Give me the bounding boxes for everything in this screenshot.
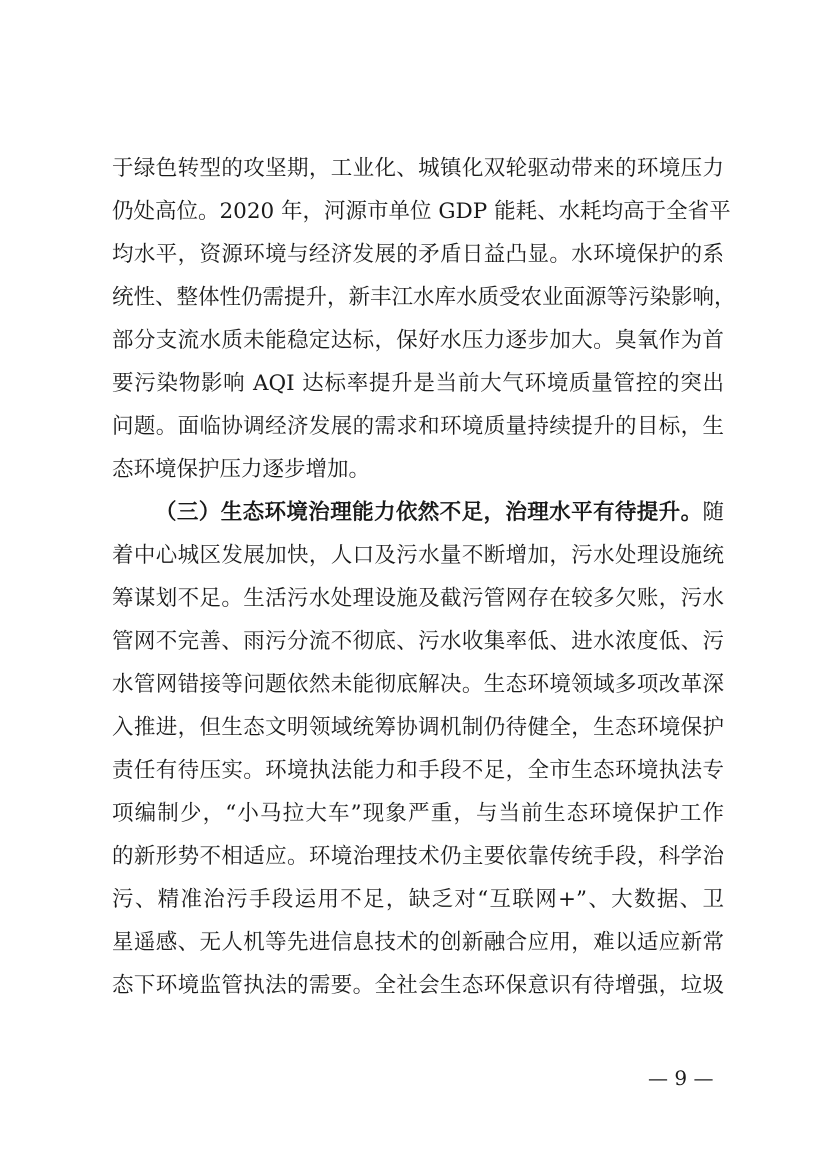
body-text-fragment: 随 [702,500,724,525]
body-text-line: 仍处高位。2020 年，河源市单位 GDP 能耗、水耗均高于全省平 [112,199,731,224]
body-text-line: 星遥感、无人机等先进信息技术的创新融合应用，难以适应新常 [112,930,724,955]
section-heading: （三）生态环境治理能力依然不足，治理水平有待提升。 [155,500,703,525]
body-text-line: 管网不完善、雨污分流不彻底、污水收集率低、进水浓度低、污 [112,629,724,654]
body-text-line: 筹谋划不足。生活污水处理设施及截污管网存在较多欠账，污水 [112,586,724,611]
body-text-line: 态下环境监管执法的需要。全社会生态环保意识有待增强，垃圾 [112,973,724,998]
body-text-line: 要污染物影响 AQI 达标率提升是当前大气环境质量管控的突出 [112,371,724,396]
body-text-line: 着中心城区发展加快，人口及污水量不断增加，污水处理设施统 [112,543,724,568]
body-text-line: 均水平，资源环境与经济发展的矛盾日益凸显。水环境保护的系 [112,242,724,267]
body-text-line: 污、精准治污手段运用不足，缺乏对“互联网+”、大数据、卫 [112,887,724,912]
body-text-line: 入推进，但生态文明领域统筹协调机制仍待健全，生态环境保护 [112,715,724,740]
body-text-line: 态环境保护压力逐步增加。 [112,457,371,482]
body-text-line: 问题。面临协调经济发展的需求和环境质量持续提升的目标，生 [112,414,724,439]
body-text-line: 统性、整体性仍需提升，新丰江水库水质受农业面源等污染影响， [112,285,736,310]
body-text-line: 于绿色转型的攻坚期，工业化、城镇化双轮驱动带来的环境压力 [112,156,724,181]
section-heading-line [155,494,724,532]
body-text-line: 部分支流水质未能稳定达标，保好水压力逐步加大。臭氧作为首 [112,328,724,353]
page-number: — 9 — [648,1066,714,1090]
body-text-line: 项编制少，“小马拉大车”现象严重，与当前生态环境保护工作 [112,801,724,826]
body-text-line: 的新形势不相适应。环境治理技术仍主要依靠传统手段，科学治 [112,844,724,869]
body-text-line: 水管网错接等问题依然未能彻底解决。生态环境领域多项改革深 [112,672,724,697]
body-text-line: 责任有待压实。环境执法能力和手段不足，全市生态环境执法专 [112,758,724,783]
